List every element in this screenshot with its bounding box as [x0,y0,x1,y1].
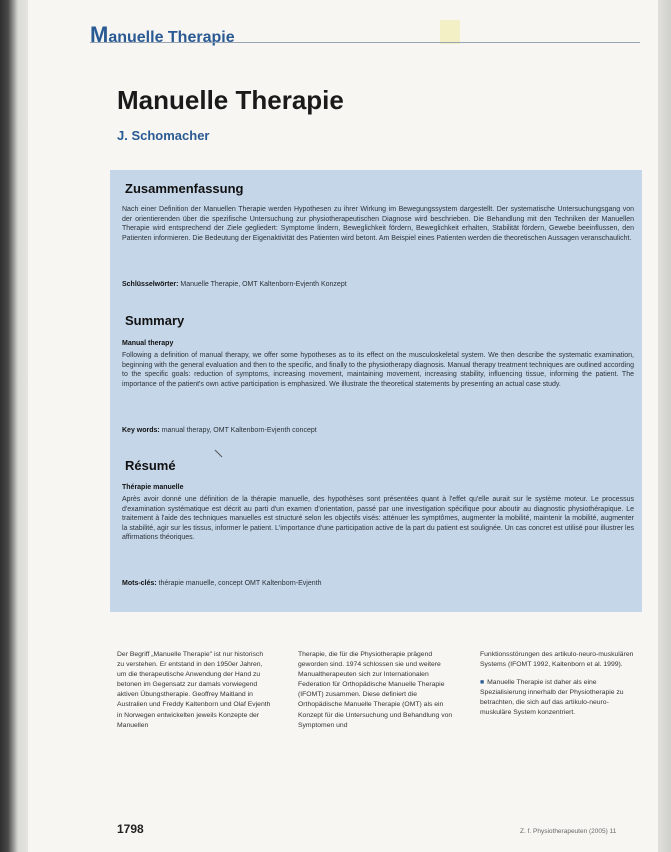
resume-subheading: Thérapie manuelle [122,484,184,491]
cursor-icon [214,449,223,458]
keywords-value: manual therapy, OMT Kaltenborn-Evjenth concept [161,427,317,434]
running-header-initial: M [90,22,109,47]
body-column-3-text: Funktionsstörungen des artikulo-neuro-muskulären Systems (IFOMT 1992, Kaltenborn et al. 1999). [480,651,634,669]
summary-text: Following a definition of manual therapy, we offer some hypotheses as to its effect on the musculoskeletal system. We then describe the systematic examination, beginning with the general evaluation and then to the specific, and finally to the physiotherapy diagnosis. Manual therapy treatment techniques are outlined according to the specific goals: reduction of symptoms, increasing movement, maintaining movement, increasing stability, influencing tissue, informing the patient. The importance of the patient's own active participation is emphasized. We illustrate the theoretical statements by presenting an actual case study. [122,352,634,388]
summary-subheading: Manual therapy [122,340,174,347]
summary-heading: Summary [125,313,185,328]
header-rule [90,42,640,43]
summary-keywords [122,426,634,435]
article-author: J. Schomacher [117,128,210,143]
journal-footer: Z. f. Physiotherapeuten (2005) 11 [520,828,617,835]
body-column-3-bullet: ■ Manuelle Therapie ist daher als eine Spezialisierung innerhalb der Physiotherapie zu betrachten, die sich auf das artikulo-neuro-muskuläre System konzentriert. [480,678,635,718]
body-column-2: Therapie, die für die Physiotherapie prägend geworden sind. 1974 schlossen sie und weitere Manualtherapeuten sich zur Internationalen Federation für Orthopädische Manuelle Therapie (IFOMT) zusammen. Diese definiert die Orthopädische Manuelle Therapie (OMT) als ein Konzept für die Untersuchung und Behandlung von Symptomen und [298,651,453,729]
resume-heading: Résumé [125,458,176,473]
zusammenfassung-heading: Zusammenfassung [125,181,244,196]
body-column-3 [480,650,635,719]
keywords-label: Key words: [122,427,160,434]
keywords-value: thérapie manuelle, concept OMT Kaltenborn-Evjenth [158,580,322,587]
resume-text: Après avoir donné une définition de la thérapie manuelle, des hypothèses sont présentées quant à l'effet qu'elle aurait sur le système moteur. Le processus d'examination systématique est décrit au parti d'un examen d'orientation, passé par une investigation spécifique pour aboutir au diagnostic physiothérapique. Le traitement à l'aide des techniques manuelles est structuré selon les objectifs visés: atténuer les symptômes, augmenter la mobilité, maintenir la mobilité, augmenter la stabilité, agir sur les tissus, informer le patient. L'importance d'une participation active de la part du patient est soulignée. Un cas concret est utilisé pour illustrer les affirmations théoriques. [122,496,634,542]
article-title: Manuelle Therapie [117,85,344,115]
page-number: 1798 [117,822,144,836]
keywords-label: Schlüsselwörter: [122,281,179,288]
running-header [90,22,235,48]
zusammenfassung-keywords [122,280,634,289]
running-header-rest: anuelle Therapie [108,29,235,46]
keywords-label: Mots-clés: [122,580,157,587]
zusammenfassung-text: Nach einer Definition der Manuellen Therapie werden Hypothesen zu ihrer Wirkung im Bewegungssystem dargestellt. Der systematische Untersuchungsgang von der orientierenden über die spezifische Untersuchung zur physiotherapeutischen Diagnose wird beschrieben. Die Behandlung mit den Techniken der Manuellen Therapie wird entsprechend der Ziele gegliedert: Symptome lindern, Beweglichkeit fördern, Beweglichkeit erhalten, Stabilität fördern, Gewebe beeinflussen, den Patienten informieren. Die Bedeutung der Eigenaktivität des Patienten wird betont. Am Beispiel eines Patienten werden die theoretischen Aussagen veranschaulicht. [122,206,634,242]
sticky-note-tab [440,20,460,44]
body-column-1: Der Begriff „Manuelle Therapie" ist nur historisch zu verstehen. Er entstand in den 1950er Jahren, um die therapeutische Anwendung der Hand zu betonen im Gegensatz zur damals vorwiegend aktiven Übungstherapie. Geoffrey Maitland in Australien und Freddy Kaltenborn und Olaf Evjenth in Norwegen entwickelten jeweils Konzepte der Manuellen [117,651,271,729]
resume-keywords [122,579,634,588]
keywords-value: Manuelle Therapie, OMT Kaltenborn-Evjenth Konzept [180,281,347,288]
